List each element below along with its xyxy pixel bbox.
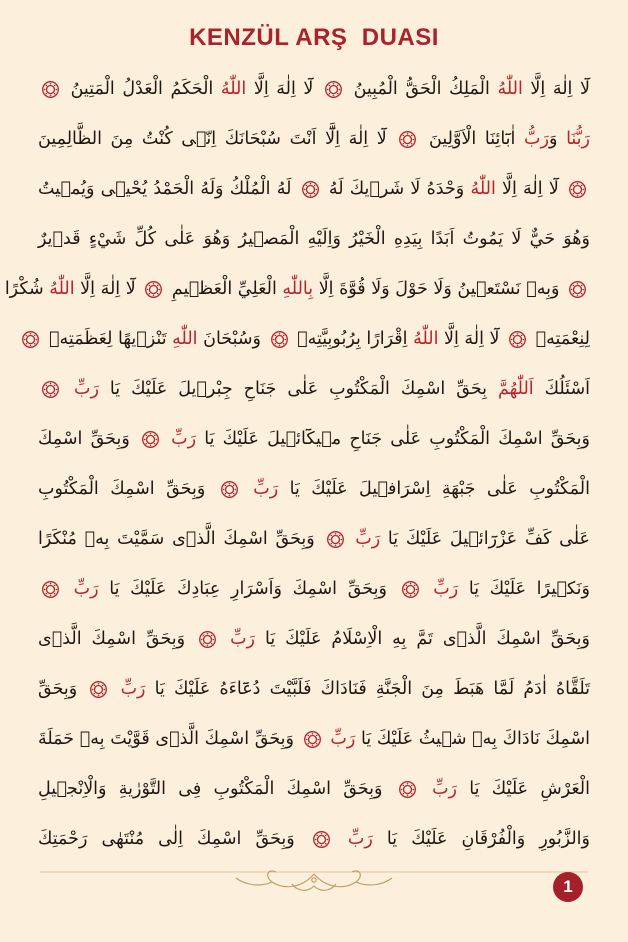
prayer-text-segment: لَٓا اِلٰهَ اِلَّا [246,79,321,99]
prayer-line [38,164,590,214]
prayer-text-segment: الْعَرْشِ عَلَيْكَ يَا [457,779,591,799]
rosette-icon [398,780,417,799]
prayer-text-segment [111,679,120,699]
prayer-text-segment: وَبِحَقِّ اسْمِكَ الْمَكْتُوبِ [38,479,217,499]
divine-name-highlight: اَللّٰهُمَّ [497,379,534,399]
divine-name-highlight: رَبِّ [73,579,99,599]
prayer-text-segment: الْحَكَمُ الْعَدْلُ الْمَتِينُ [63,79,221,99]
prayer-line [38,64,590,114]
prayer-text-segment: لَٓا اِلٰهَ اِلَّا [74,279,142,299]
floral-ornament-icon [40,866,588,896]
prayer-text-segment [334,829,348,849]
prayer-line [38,214,590,264]
prayer-line [38,664,590,714]
divine-name-highlight: رَبُّنَا [566,129,590,149]
prayer-line [38,714,590,764]
divine-name-highlight: اللّٰهُ [413,329,439,349]
prayer-text-segment: وَنَك۪يرًا عَلَيْكَ يَا [458,579,590,599]
divine-name-highlight: رَبِّ [432,779,458,799]
divine-name-highlight: اللّٰهُ [497,79,523,99]
prayer-text-segment: وَسُبْحَانَ [197,329,267,349]
rosette-icon [301,180,320,199]
prayer-text-segment: عَلٰى كَفِّ عَزْرَٓائ۪يلَ عَلَيْكَ يَا [380,529,590,549]
prayer-text-segment: اَسْئَلُكَ [533,379,590,399]
prayer-text-segment: وَبِحَقِّ اسْمِكَ [38,429,138,449]
rosette-icon [303,730,322,749]
prayer-text-segment: وَبِحَقِّ اسْمِكَ الْمَكْتُوبِ عَلٰى جَنَاحِ م۪يكَٓائ۪يلَ عَلَيْكَ يَا [196,429,590,449]
divine-name-highlight: رَبُّ [524,129,549,149]
prayer-text-segment: وَبِحَقِّ اسْمِكَ الْمَكْتُوبِ فِى التَّوْرٰيةِ وَالْاِنْج۪يلِ [38,779,395,799]
prayer-text-segment: اِقْرَارًا بِرُبُوبِيَّتِه۪ [291,329,414,349]
rosette-icon [89,680,108,699]
prayer-text-segment: وَبِحَقِّ اسْمِكَ اِلٰى مُنْتَهٰى رَحْمَتِكَ [38,829,309,849]
prayer-line [38,814,590,864]
prayer-text-segment: تَنْز۪يهًا لِعَظَمَتِه۪ [43,329,173,349]
prayer-text-segment [242,479,253,499]
divine-name-highlight: اللّٰهُ [49,279,75,299]
page-number-badge: 1 [553,872,583,902]
rosette-icon [141,430,160,449]
prayer-line [38,364,590,414]
rosette-icon [508,330,527,349]
prayer-line [38,314,590,364]
prayer-text-segment: الْمَلِكُ الْحَقُّ الْمُبِينُ [345,79,498,99]
prayer-text-segment: وَبِحَقِّ اسْمِكَ وَاَسْرَارِ عِبَادِكَ عَلَيْكَ يَا [98,579,398,599]
prayer-line [38,464,590,514]
prayer-text-segment [63,579,74,599]
prayer-text-segment: لَهُ الْمُلْكُ وَلَهُ الْحَمْدُ يُحْي۪ى وَيُم۪يتُ [38,179,298,199]
rosette-icon [312,830,331,849]
rosette-icon [41,580,60,599]
divine-name-highlight: رَبِّ [120,679,146,699]
prayer-text-body [4,64,591,864]
prayer-text-segment [63,379,74,399]
divine-name-highlight: رَبِّ [355,529,381,549]
rosette-icon [220,480,239,499]
prayer-text-segment: وَبِحَقِّ اسْمِكَ الَّذ۪ى قَوَّيْتَ بِه۪ حَمَلَةَ [38,729,300,749]
rosette-icon [568,280,587,299]
rosette-icon [398,130,417,149]
prayer-text-segment: الْمَكْتُوبِ عَلٰى جَبْهَةِ اِسْرَاف۪يلَ عَلَيْكَ يَا [278,479,590,499]
prayer-text-segment [423,579,434,599]
prayer-text-segment: وَهُوَ حَيٌّ لَا يَمُوتُ اَبَدًا بِيَدِهِ الْخَيْرُ وَاِلَيْهِ الْمَص۪يرُ وَهُوَ عَلٰى كُلِّ شَيْءٍ قَد۪يرٌ [38,229,590,249]
prayer-line [38,614,590,664]
divine-name-highlight: رَبِّ [171,429,197,449]
prayer-text-segment: وَبِحَقِّ [38,679,87,699]
divine-name-highlight: رَبِّ [347,829,373,849]
prayer-line [38,764,590,814]
prayer-text-segment: تَلَقَّاهُ اٰدَمُ لَمَّا هَبَطَ مِنَ الْجَنَّةِ فَنَادَاكَ فَلَبَّيْتَ دُعَٓاءَهُ عَلَيْكَ يَا [145,679,590,699]
divine-name-highlight: رَبِّ [433,579,459,599]
rosette-icon [198,630,217,649]
rosette-icon [41,380,60,399]
prayer-text-segment: وَبِحَقِّ اسْمِكَ الَّذ۪ى سَمَّيْتَ بِه۪ مُنْكَرًا [38,529,323,549]
divine-name-highlight: رَبِّ [73,379,99,399]
prayer-text-segment: وَبِحَقِّ اسْمِكَ الَّذ۪ى تَمَّ بِهِ الْاِسْلَامُ عَلَيْكَ يَا [255,629,590,649]
divine-name-highlight: اللّٰهُ [470,179,496,199]
prayer-text-segment: بِحَقِّ اسْمِكَ الْمَكْتُوبِ عَلٰى جَنَاحِ جِبْر۪يلَ عَلَيْكَ يَا [98,379,498,399]
divine-name-highlight: اللّٰهِ [172,329,198,349]
prayer-line [38,114,590,164]
divine-name-highlight: اللّٰهُ [220,79,247,99]
prayer-text-segment: شُكْرًا [4,279,50,299]
prayer-text-segment: لَٓا اِلٰهَ اِلَّا [522,79,590,99]
prayer-text-segment: اٰبَٓائِنَا الْاَوَّلِينَ [420,129,525,149]
prayer-text-segment: وَبِحَقِّ اسْمِكَ الَّذ۪ى [38,629,196,649]
prayer-line [38,564,590,614]
divine-name-highlight: رَبِّ [253,479,279,499]
prayer-text-segment: وَحْدَهُ لَا شَر۪يكَ لَهُ [322,179,471,199]
prayer-text-segment: وَبِه۪ نَسْتَع۪ينُ وَلَا حَوْلَ وَلَا قُوَّةَ اِلَّا [313,279,565,299]
rosette-icon [324,80,343,99]
prayer-text-segment: لَٓا اِلٰهَ اِلَّٓا اَنْتَ سُبْحَانَكَ اِنّ۪ى كُنْتُ مِنَ الظَّالِمِينَ [38,129,396,149]
rosette-icon [568,180,587,199]
divine-name-highlight: بِاللّٰهِ [282,279,314,299]
rosette-icon [270,330,289,349]
prayer-text-segment [220,629,230,649]
prayer-line [38,514,590,564]
rosette-icon [326,530,345,549]
rosette-icon [144,280,163,299]
rosette-icon [401,580,420,599]
prayer-text-segment: لِنِعْمَتِه۪ [530,329,590,349]
prayer-text-segment [163,429,171,449]
divine-name-highlight: رَبِّ [330,729,356,749]
prayer-text-segment: لَٓا اِلٰهَ اِلَّا [438,329,506,349]
rosette-icon [41,80,60,99]
prayer-text-segment: الْعَلِيِّ الْعَظ۪يمِ [166,279,283,299]
prayer-text-segment [420,779,432,799]
prayer-text-segment: اسْمِكَ نَادَاكَ بِه۪ ش۪يثُ عَلَيْكَ يَا [355,729,590,749]
prayer-text-segment: لَٓا اِلٰهَ اِلَّا [495,179,566,199]
prayer-line [38,414,590,464]
page-title: KENZÜL ARŞ DUASI [189,24,439,51]
prayer-text-segment: وَ [548,129,567,149]
divine-name-highlight: رَبِّ [230,629,256,649]
prayer-text-segment: وَالزَّبُورِ وَالْفُرْقَانِ عَلَيْكَ يَا [372,829,590,849]
prayer-line [4,264,590,314]
rosette-icon [21,330,40,349]
